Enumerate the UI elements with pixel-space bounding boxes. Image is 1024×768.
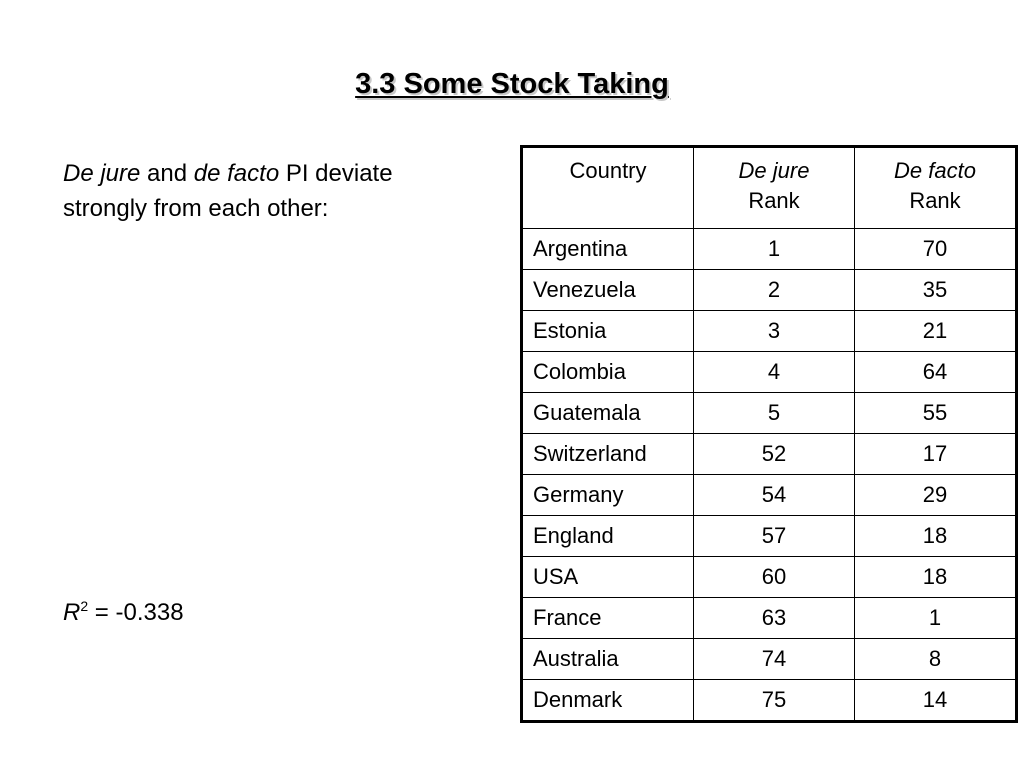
table-body [522, 229, 1017, 722]
r-squared-value [63, 596, 184, 630]
table-row [522, 680, 1017, 722]
table-row [522, 229, 1017, 270]
r2-number: = -0.338 [88, 599, 184, 626]
table-row [522, 270, 1017, 311]
table-row [522, 557, 1017, 598]
country-cell: England [522, 516, 694, 557]
header-country: Country [522, 147, 694, 229]
table-row [522, 393, 1017, 434]
header-de-jure-label: De jure [738, 158, 810, 183]
country-cell: USA [522, 557, 694, 598]
de-jure-rank-cell: 74 [694, 639, 855, 680]
de-jure-rank-cell: 54 [694, 475, 855, 516]
de-facto-rank-cell: 18 [855, 557, 1017, 598]
r2-symbol: R [63, 599, 81, 626]
table-row [522, 352, 1017, 393]
body-text-and: and [140, 160, 194, 187]
de-jure-term: De jure [63, 160, 141, 187]
country-cell: Venezuela [522, 270, 694, 311]
table-row [522, 598, 1017, 639]
country-cell: Germany [522, 475, 694, 516]
table-row [522, 434, 1017, 475]
de-jure-rank-cell: 1 [694, 229, 855, 270]
de-jure-rank-cell: 63 [694, 598, 855, 639]
de-facto-rank-cell: 35 [855, 270, 1017, 311]
de-jure-rank-cell: 60 [694, 557, 855, 598]
table-row [522, 311, 1017, 352]
rank-table [520, 145, 1018, 723]
de-facto-rank-cell: 55 [855, 393, 1017, 434]
de-facto-rank-cell: 1 [855, 598, 1017, 639]
table-header-row [522, 147, 1017, 229]
de-facto-rank-cell: 8 [855, 639, 1017, 680]
country-cell: Australia [522, 639, 694, 680]
de-jure-rank-cell: 2 [694, 270, 855, 311]
de-facto-rank-cell: 70 [855, 229, 1017, 270]
country-cell: Estonia [522, 311, 694, 352]
table-row [522, 639, 1017, 680]
de-jure-rank-cell: 52 [694, 434, 855, 475]
r2-exponent: 2 [80, 598, 89, 614]
body-text [63, 156, 483, 226]
header-de-facto-rank-label: Rank [909, 188, 961, 213]
de-jure-rank-cell: 3 [694, 311, 855, 352]
de-facto-rank-cell: 29 [855, 475, 1017, 516]
de-facto-rank-cell: 64 [855, 352, 1017, 393]
header-de-facto-label: De facto [894, 158, 976, 183]
body-text-rest: PI deviate strongly from each other: [63, 160, 393, 222]
country-cell: Argentina [522, 229, 694, 270]
header-de-jure-rank-label: Rank [748, 188, 800, 213]
de-facto-rank-cell: 14 [855, 680, 1017, 722]
country-cell: Guatemala [522, 393, 694, 434]
de-facto-rank-cell: 17 [855, 434, 1017, 475]
de-facto-rank-cell: 21 [855, 311, 1017, 352]
de-jure-rank-cell: 57 [694, 516, 855, 557]
slide-title [0, 66, 1024, 102]
de-jure-rank-cell: 4 [694, 352, 855, 393]
header-de-jure-rank [694, 147, 855, 229]
de-jure-rank-cell: 75 [694, 680, 855, 722]
header-de-facto-rank [855, 147, 1017, 229]
country-cell: France [522, 598, 694, 639]
de-facto-rank-cell: 18 [855, 516, 1017, 557]
country-cell: Colombia [522, 352, 694, 393]
slide-title-text: 3.3 Some Stock Taking [355, 68, 669, 100]
country-cell: Switzerland [522, 434, 694, 475]
de-jure-rank-cell: 5 [694, 393, 855, 434]
table-row [522, 516, 1017, 557]
country-cell: Denmark [522, 680, 694, 722]
de-facto-term: de facto [193, 160, 280, 187]
table-row [522, 475, 1017, 516]
